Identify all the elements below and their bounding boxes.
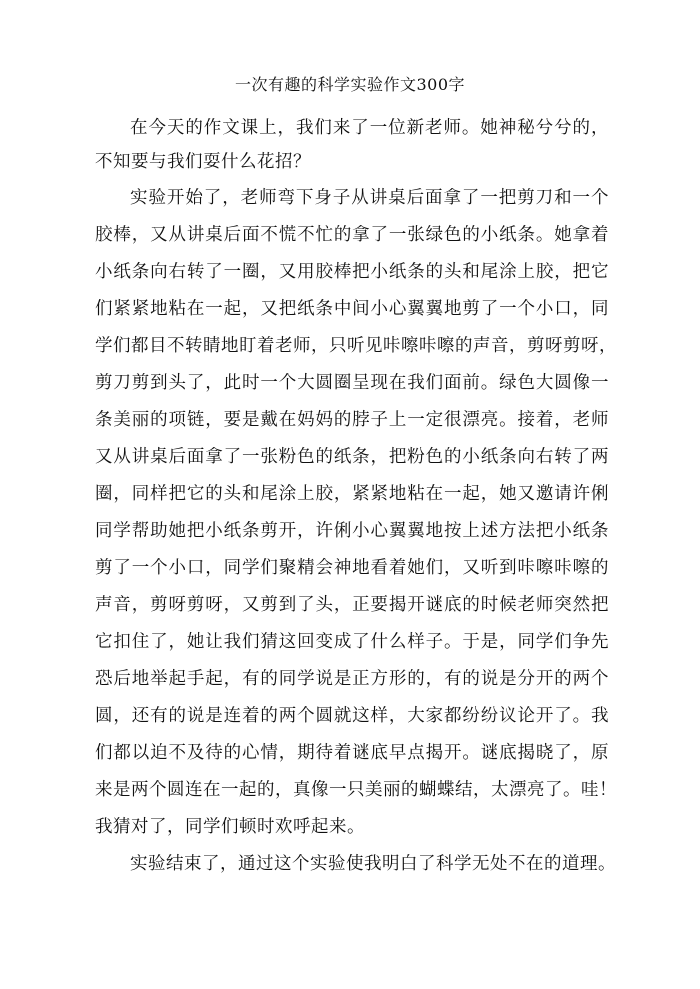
paragraph-line: 我猜对了，同学们顿时欢呼起来。 — [95, 817, 365, 837]
paragraph-line: 剪了一个小口，同学们聚精会神地看着她们，又听到咔嚓咔嚓的 — [95, 558, 609, 578]
paragraph-line: 小纸条向右转了一圈，又用胶棒把小纸条的头和尾涂上胶，把它 — [95, 262, 609, 282]
paragraph-line: 剪刀剪到头了，此时一个大圆圈呈现在我们面前。绿色大圆像一 — [95, 373, 609, 393]
paragraph-line: 们紧紧地粘在一起，又把纸条中间小心翼翼地剪了一个小口，同 — [95, 299, 609, 319]
paragraph-line: 学们都目不转睛地盯着老师，只听见咔嚓咔嚓的声音，剪呀剪呀， — [95, 336, 617, 356]
paragraph-line: 又从讲桌后面拿了一张粉色的纸条，把粉色的小纸条向右转了两 — [95, 447, 609, 467]
paragraph-line: 实验开始了，老师弯下身子从讲桌后面拿了一把剪刀和一个 — [130, 188, 609, 208]
paragraph-line: 实验结束了，通过这个实验使我明白了科学无处不在的道理。 — [130, 854, 616, 874]
paragraph-line: 在今天的作文课上，我们来了一位新老师。她神秘兮兮的， — [130, 118, 609, 138]
paragraph-line: 胶棒，又从讲桌后面不慌不忙的拿了一张绿色的小纸条。她拿着 — [95, 225, 609, 245]
paragraph-line: 圈，同样把它的头和尾涂上胶，紧紧地粘在一起，她又邀请许俐 — [95, 484, 609, 504]
paragraph-line: 们都以迫不及待的心情，期待着谜底早点揭开。谜底揭晓了，原 — [95, 743, 609, 763]
paragraph-line: 它扣住了，她让我们猜这回变成了什么样子。于是，同学们争先 — [95, 632, 609, 652]
paragraph-line: 不知要与我们耍什么花招？ — [95, 152, 311, 172]
paragraph-line: 恐后地举起手起，有的同学说是正方形的，有的说是分开的两个 — [95, 669, 609, 689]
paragraph-line: 声音，剪呀剪呀，又剪到了头，正要揭开谜底的时候老师突然把 — [95, 595, 609, 615]
essay-title: 一次有趣的科学实验作文300字 — [234, 75, 466, 94]
paragraph-line: 来是两个圆连在一起的，真像一只美丽的蝴蝶结，太漂亮了。哇！ — [95, 780, 617, 800]
paragraph-line: 圆，还有的说是连着的两个圆就这样，大家都纷纷议论开了。我 — [95, 706, 609, 726]
paragraph-line: 同学帮助她把小纸条剪开，许俐小心翼翼地按上述方法把小纸条 — [95, 521, 609, 541]
paragraph-line: 条美丽的项链，要是戴在妈妈的脖子上一定很漂亮。接着，老师 — [95, 410, 609, 430]
